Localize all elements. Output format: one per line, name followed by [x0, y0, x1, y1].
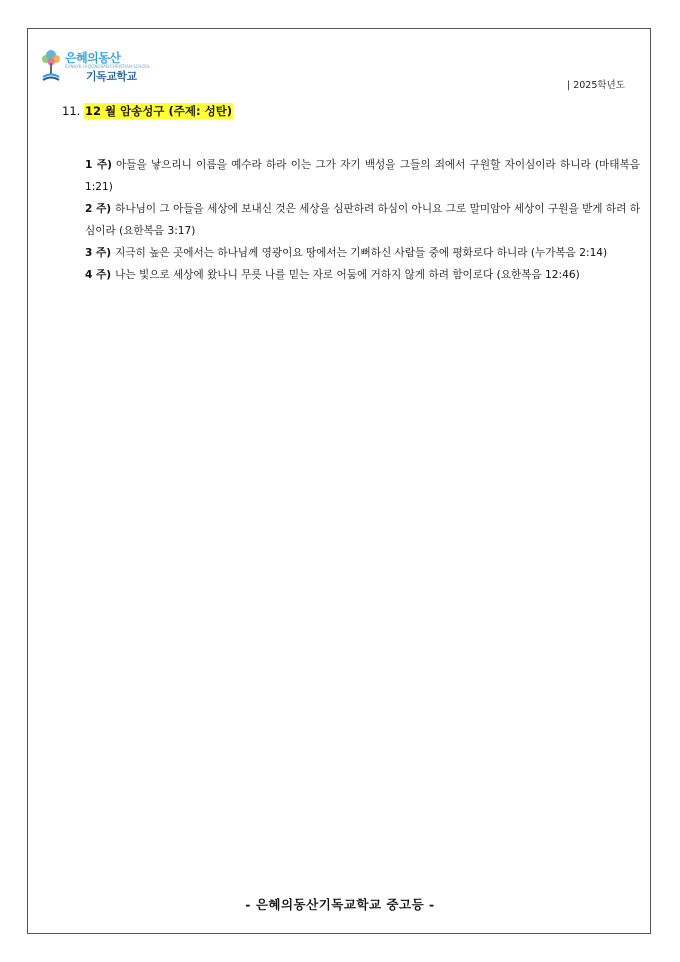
verse-week-2 [85, 198, 640, 242]
page-footer: - 은혜의동산기독교학교 중고등 - [245, 897, 435, 912]
section-title: 12 월 암송성구 (주제: 성탄) [84, 104, 233, 118]
tree-logo-icon [40, 48, 62, 84]
section-heading [62, 103, 233, 119]
verse-text: 나는 빛으로 세상에 왔나니 무릇 나를 믿는 자로 어둠에 거하지 않게 하려 함이로다 (요한복음 12:46) [115, 269, 580, 281]
section-number: 11. [62, 104, 81, 118]
verse-text: 아들을 낳으리니 이름을 예수라 하라 이는 그가 자기 백성을 그들의 죄에서 구원할 자이심이라 하니라 (마태복음 1:21) [85, 159, 640, 193]
school-year [567, 77, 625, 91]
verse-text: 지극히 높은 곳에서는 하나님께 영광이요 땅에서는 기뻐하신 사람들 중에 평화로다 하니라 (누가복음 2:14) [115, 247, 608, 259]
school-logo [40, 48, 150, 88]
logo-subtext: EUNHYE-UI DONGSAN CHRISTIAN SCHOOL [65, 64, 150, 69]
verse-list [85, 154, 640, 286]
verse-week-3 [85, 242, 640, 264]
verse-label: 3 주) [85, 247, 112, 259]
verse-week-1 [85, 154, 640, 198]
school-year-separator: | [567, 80, 571, 91]
verse-label: 2 주) [85, 203, 112, 215]
school-year-label: 2025학년도 [573, 80, 625, 91]
verse-week-4 [85, 264, 640, 286]
verse-label: 4 주) [85, 269, 112, 281]
logo-title-line2: 기독교학교 [86, 70, 137, 83]
verse-label: 1 주) [85, 159, 113, 171]
verse-text: 하나님이 그 아들을 세상에 보내신 것은 세상을 심판하려 하심이 아니요 그로 말미암아 세상이 구원을 받게 하려 하심이라 (요한복음 3:17) [85, 203, 640, 237]
logo-title-line1: 은혜의동산 [65, 51, 121, 65]
